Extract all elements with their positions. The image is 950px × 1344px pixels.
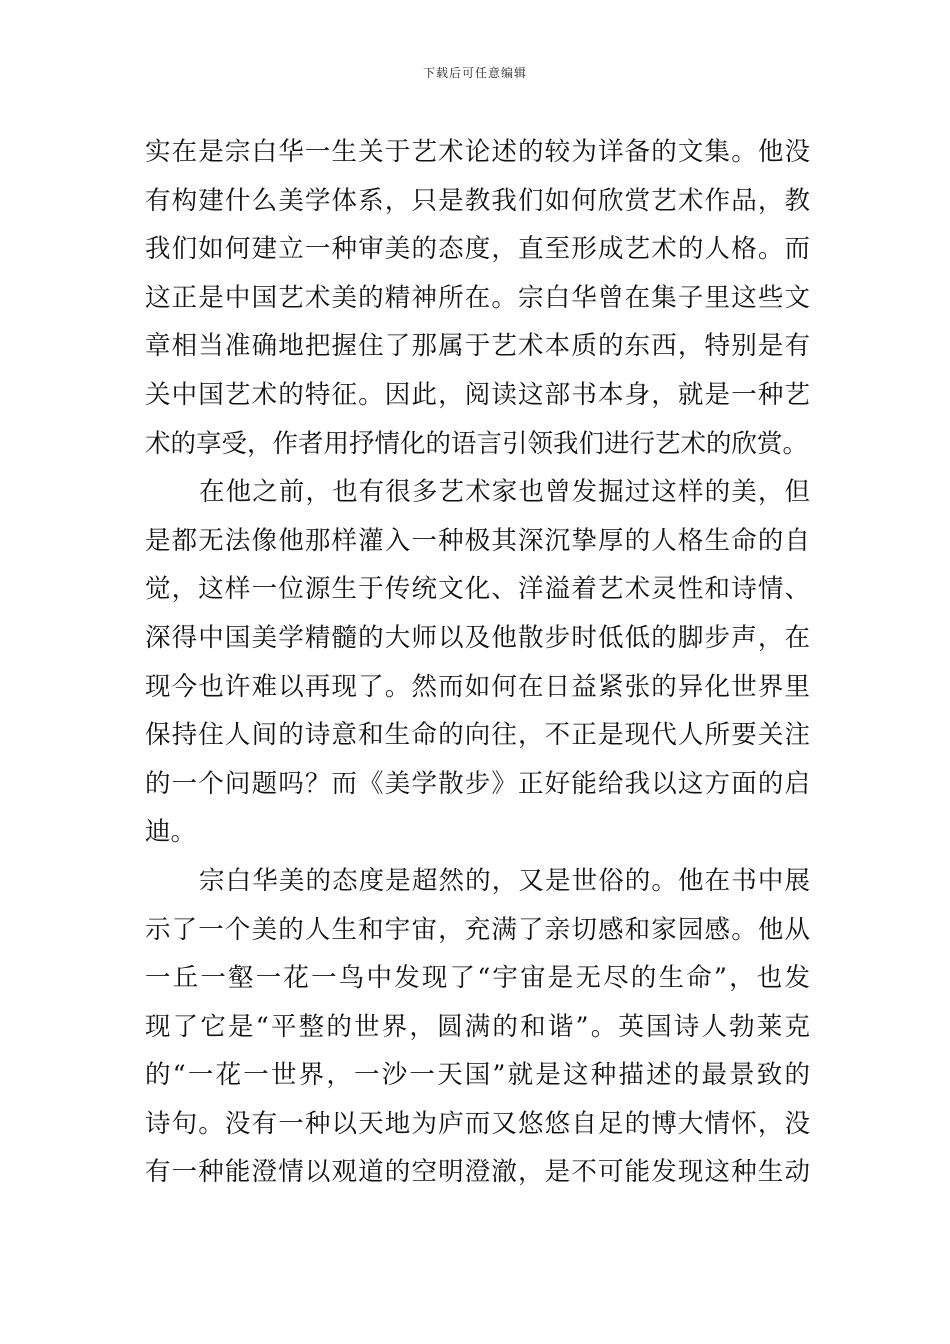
body-text [145,128,810,1197]
text-line: 的一个问题吗？而《美学散步》正好能给我以这方面的启 [145,768,810,799]
text-line: 章相当准确地把握住了那属于艺术本质的东西，特别是有 [145,331,810,362]
text-line: 保持住人间的诗意和生命的向往，不正是现代人所要关注 [145,720,810,751]
text-line: 深得中国美学精髓的大师以及他散步时低低的脚步声，在 [145,622,810,653]
text-line: 这正是中国艺术美的精神所在。宗白华曾在集子里这些文 [145,282,810,313]
text-line: 在他之前，也有很多艺术家也曾发掘过这样的美，但 [199,477,810,508]
text-line: 现今也许难以再现了。然而如何在日益紧张的异化世界里 [145,671,810,702]
text-line: 关中国艺术的特征。因此，阅读这部书本身，就是一种艺 [145,379,810,410]
text-line: 术的享受，作者用抒情化的语言引领我们进行艺术的欣赏。 [145,428,809,459]
paragraph-1 [145,128,810,468]
text-line: 一丘一壑一花一鸟中发现了“宇宙是无尽的生命”，也发 [145,963,810,994]
text-line: 诗句。没有一种以天地为庐而又悠悠自足的博大情怀，没 [145,1108,810,1139]
text-line: 宗白华美的态度是超然的，又是世俗的。他在书中展 [199,865,810,896]
text-line: 觉，这样一位源生于传统文化、洋溢着艺术灵性和诗情、 [145,574,810,605]
text-line: 是都无法像他那样灌入一种极其深沉挚厚的人格生命的自 [145,525,810,556]
page-header: 下载后可任意编辑 [422,66,527,80]
text-line: 示了一个美的人生和宇宙，充满了亲切感和家园感。他从 [145,914,810,945]
paragraph-2 [145,468,810,857]
text-line: 现了它是“平整的世界，圆满的和谐”。英国诗人勃莱克 [145,1011,810,1042]
text-line: 迪。 [145,817,197,848]
text-line: 有构建什么美学体系，只是教我们如何欣赏艺术作品，教 [145,185,810,216]
text-line: 我们如何建立一种审美的态度，直至形成艺术的人格。而 [145,234,810,265]
text-line: 的“一花一世界，一沙一天国”就是这种描述的最景致的 [145,1060,810,1091]
paragraph-3 [145,857,810,1197]
text-line: 有一种能澄情以观道的空明澄澈，是不可能发现这种生动 [145,1157,810,1188]
text-line: 实在是宗白华一生关于艺术论述的较为详备的文集。他没 [145,137,810,167]
